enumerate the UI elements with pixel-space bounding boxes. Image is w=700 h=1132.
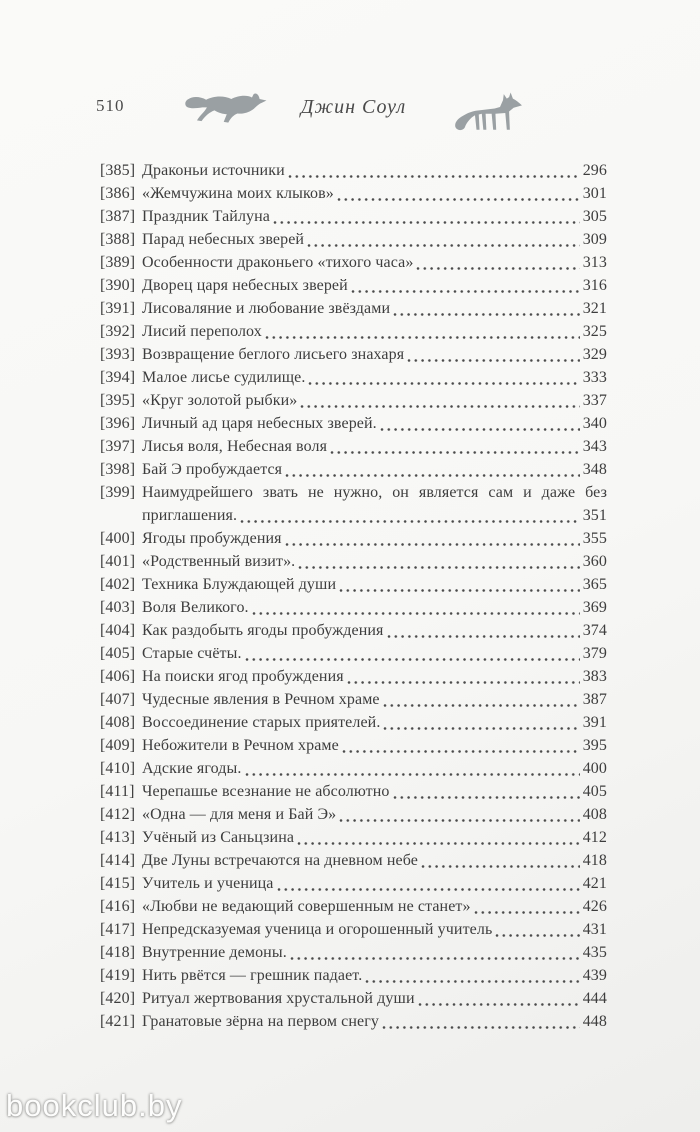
toc-entry-title: «Жемчужина моих клыков» (142, 185, 334, 202)
toc-entry (100, 550, 607, 573)
dot-leader (287, 159, 581, 182)
toc-entry (100, 412, 607, 435)
toc-entry-page: 325 (582, 323, 607, 340)
toc-entry-number: [408] (100, 714, 136, 731)
toc-entry-title: Личный ад царя небесных зверей. (142, 415, 377, 432)
dot-leader (306, 228, 581, 251)
toc-entry-title: Как раздобыть ягоды пробуждения (142, 622, 384, 639)
toc-entry-title: Возвращение беглого лисьего знахаря (142, 346, 405, 363)
dot-leader (382, 711, 580, 734)
toc-entry-page: 369 (582, 599, 607, 616)
toc-entry-title: Гранатовые зёрна на первом снегу (142, 1013, 379, 1030)
toc-entry-number: [409] (100, 737, 136, 754)
toc-entry-title: Бай Э пробуждается (142, 461, 283, 478)
toc-entry-number: [395] (100, 392, 136, 409)
toc-entry (100, 734, 607, 757)
toc-entry-title: Ритуал жертвования хрустальной души (142, 990, 415, 1007)
toc-entry-title: Наимудрейшего звать не нужно, он является сам и даже без (142, 484, 607, 501)
dot-leader (406, 343, 581, 366)
dot-leader (341, 734, 581, 757)
toc-entry-title: Внутренние демоны. (142, 944, 287, 961)
toc-entry-title: Драконьи источники (142, 162, 285, 179)
dot-leader (392, 297, 581, 320)
dot-leader (272, 205, 581, 228)
toc-entry-page: 316 (582, 277, 607, 294)
toc-entry-page: 321 (582, 300, 607, 317)
toc-entry (100, 803, 607, 826)
toc-entry (100, 849, 607, 872)
toc-entry-number: [420] (100, 990, 136, 1007)
toc-entry-page: 435 (582, 944, 607, 961)
dot-leader (329, 435, 581, 458)
toc-entry-page: 329 (582, 346, 607, 363)
toc-entry-page: 391 (582, 714, 607, 731)
toc-entry (100, 435, 607, 458)
toc-entry-number: [407] (100, 691, 136, 708)
dot-leader (417, 987, 581, 1010)
toc-entry-title: Дворец царя небесных зверей (142, 277, 348, 294)
dot-leader (296, 826, 581, 849)
dot-leader (379, 412, 581, 435)
toc-entry-number: [400] (100, 530, 136, 547)
toc-entry-number: [416] (100, 898, 136, 915)
toc-entry-title: Малое лисье судилище. (142, 369, 306, 386)
toc-entry-title: Ягоды пробуждения (142, 530, 282, 547)
toc-entry-number: [406] (100, 668, 136, 685)
toc-entry-page: 313 (582, 254, 607, 271)
dot-leader (289, 941, 581, 964)
dot-leader (346, 665, 581, 688)
toc-entry-title: Нить рвётся — грешник падает. (142, 967, 363, 984)
toc-entry (100, 205, 607, 228)
toc-entry-title: Лисья воля, Небесная воля (142, 438, 328, 455)
toc-entry-number: [394] (100, 369, 136, 386)
toc-entry-title: Адские ягоды. (142, 760, 242, 777)
dot-leader (336, 182, 581, 205)
toc-entry-page: 421 (582, 875, 607, 892)
toc-entry-title: «Круг золотой рыбки» (142, 392, 298, 409)
toc-entry (100, 964, 607, 987)
toc-entry (100, 780, 607, 803)
dot-leader (338, 573, 581, 596)
toc-entry-title: Учитель и ученица (142, 875, 274, 892)
dot-leader (244, 642, 581, 665)
toc-entry-number: [402] (100, 576, 136, 593)
dot-leader (299, 389, 580, 412)
toc-entry (100, 297, 607, 320)
toc-entry (100, 228, 607, 251)
toc-entry-page: 333 (582, 369, 607, 386)
toc-entry-number: [386] (100, 185, 136, 202)
toc-entry-number: [396] (100, 415, 136, 432)
toc-entry (100, 458, 607, 481)
toc-entry-page: 383 (582, 668, 607, 685)
toc-entry (100, 573, 607, 596)
toc-entry-number: [404] (100, 622, 136, 639)
dot-leader (284, 527, 581, 550)
toc-entry-number: [421] (100, 1013, 136, 1030)
dot-leader (473, 895, 581, 918)
dot-leader (381, 1010, 581, 1033)
toc-entry (100, 1010, 607, 1033)
toc-entry-number: [418] (100, 944, 136, 961)
toc-entry (100, 343, 607, 366)
dot-leader (284, 458, 581, 481)
toc-entry-number: [414] (100, 852, 136, 869)
dot-leader (392, 780, 581, 803)
dot-leader (276, 872, 581, 895)
dot-leader (239, 504, 581, 527)
toc-entry-page: 374 (582, 622, 607, 639)
toc-entry-title: Лисий переполох (142, 323, 262, 340)
toc-entry-page: 439 (582, 967, 607, 984)
toc-entry (100, 895, 607, 918)
toc-entry-title: Две Луны встречаются на дневном небе (142, 852, 418, 869)
toc-entry-number: [392] (100, 323, 136, 340)
table-of-contents (100, 159, 607, 1033)
toc-entry-number: [405] (100, 645, 136, 662)
toc-entry-title: Воссоединение старых приятелей. (142, 714, 381, 731)
toc-entry-page: 301 (582, 185, 607, 202)
dot-leader (364, 964, 580, 987)
dot-leader (386, 619, 581, 642)
toc-entry (100, 665, 607, 688)
toc-entry-page: 448 (582, 1013, 607, 1030)
toc-entry-title: Небожители в Речном храме (142, 737, 339, 754)
toc-entry-title: На поиски ягод пробуждения (142, 668, 344, 685)
toc-entry-page: 305 (582, 208, 607, 225)
toc-entry-title: приглашения. (142, 507, 238, 524)
dot-leader (297, 550, 580, 573)
toc-entry-page: 296 (582, 162, 607, 179)
dot-leader (307, 366, 580, 389)
watermark: bookclub.by (6, 1088, 183, 1123)
toc-entry-title: «Любви не ведающий совершенным не станет» (142, 898, 471, 915)
toc-entry-number: [391] (100, 300, 136, 317)
toc-entry-number: [403] (100, 599, 136, 616)
toc-entry-title: Праздник Тайлуна (142, 208, 271, 225)
author-name: Джин Соул (300, 96, 407, 118)
toc-entry-number: [401] (100, 553, 136, 570)
toc-entry-number: [389] (100, 254, 136, 271)
toc-entry (100, 872, 607, 895)
toc-entry (100, 619, 607, 642)
toc-entry-title: Черепашье всезнание не абсолютно (142, 783, 390, 800)
toc-entry (100, 918, 607, 941)
toc-entry-number: [387] (100, 208, 136, 225)
toc-entry (100, 320, 607, 343)
toc-entry (100, 182, 607, 205)
toc-entry-page: 360 (582, 553, 607, 570)
toc-entry-number: [398] (100, 461, 136, 478)
toc-entry-page: 348 (582, 461, 607, 478)
toc-entry-title: Чудесные явления в Речном храме (142, 691, 380, 708)
toc-entry-title: Парад небесных зверей (142, 231, 305, 248)
toc-entry (100, 389, 607, 412)
toc-entry (100, 596, 607, 619)
toc-entry (100, 527, 607, 550)
dot-leader (494, 918, 580, 941)
dot-leader (264, 320, 581, 343)
toc-entry (100, 711, 607, 734)
page-number: 510 (96, 96, 125, 115)
toc-entry (100, 826, 607, 849)
toc-entry (100, 481, 607, 504)
dot-leader (382, 688, 581, 711)
toc-entry (100, 274, 607, 297)
toc-entry-number: [393] (100, 346, 136, 363)
toc-entry-title: Непредсказуемая ученица и огорошенный учитель (142, 921, 493, 938)
toc-entry (100, 159, 607, 182)
toc-entry-page: 351 (582, 507, 607, 524)
toc-entry (100, 366, 607, 389)
toc-entry (100, 941, 607, 964)
toc-entry (100, 987, 607, 1010)
dot-leader (244, 757, 581, 780)
toc-entry-page: 395 (582, 737, 607, 754)
dot-leader (338, 803, 580, 826)
toc-entry-page: 426 (582, 898, 607, 915)
toc-entry-page: 355 (582, 530, 607, 547)
toc-entry-number: [390] (100, 277, 136, 294)
toc-entry-page: 340 (582, 415, 607, 432)
page-header (96, 86, 607, 138)
dot-leader (415, 251, 580, 274)
toc-entry-page: 309 (582, 231, 607, 248)
toc-entry-page: 379 (582, 645, 607, 662)
toc-entry-page: 387 (582, 691, 607, 708)
toc-entry-page: 412 (582, 829, 607, 846)
toc-entry-title: «Родственный визит». (142, 553, 296, 570)
toc-entry-number: [399] (100, 484, 136, 501)
toc-entry-number: [385] (100, 162, 136, 179)
toc-entry-page: 343 (582, 438, 607, 455)
toc-entry-number: [411] (100, 783, 135, 800)
toc-entry-number: [397] (100, 438, 136, 455)
toc-entry-number: [412] (100, 806, 136, 823)
dot-leader (251, 596, 581, 619)
toc-entry-number: [415] (100, 875, 136, 892)
toc-entry-number: [410] (100, 760, 136, 777)
toc-entry-title: Старые счёты. (142, 645, 242, 662)
toc-entry-title: Учёный из Саньцзина (142, 829, 295, 846)
dot-leader (350, 274, 581, 297)
toc-entry-number: [388] (100, 231, 136, 248)
toc-entry-number: [419] (100, 967, 136, 984)
standing-fox-icon (453, 88, 525, 135)
toc-entry (100, 251, 607, 274)
toc-entry-page: 431 (582, 921, 607, 938)
running-fox-icon (184, 86, 268, 128)
toc-entry-page: 400 (582, 760, 607, 777)
toc-entry-page: 365 (582, 576, 607, 593)
toc-entry-title: Техника Блуждающей души (142, 576, 337, 593)
toc-entry-number: [417] (100, 921, 136, 938)
toc-entry-page: 405 (582, 783, 607, 800)
toc-entry-continuation (100, 504, 607, 527)
toc-entry (100, 688, 607, 711)
toc-entry-page: 418 (582, 852, 607, 869)
toc-entry-title: Особенности драконьего «тихого часа» (142, 254, 414, 271)
toc-entry-page: 444 (582, 990, 607, 1007)
toc-entry-title: Лисоваляние и любование звёздами (142, 300, 391, 317)
dot-leader (420, 849, 581, 872)
toc-entry-page: 337 (582, 392, 607, 409)
toc-entry (100, 642, 607, 665)
toc-entry-title: «Одна — для меня и Бай Э» (142, 806, 337, 823)
toc-entry-number: [413] (100, 829, 136, 846)
toc-entry-title: Воля Великого. (142, 599, 249, 616)
toc-entry (100, 757, 607, 780)
toc-entry-page: 408 (582, 806, 607, 823)
